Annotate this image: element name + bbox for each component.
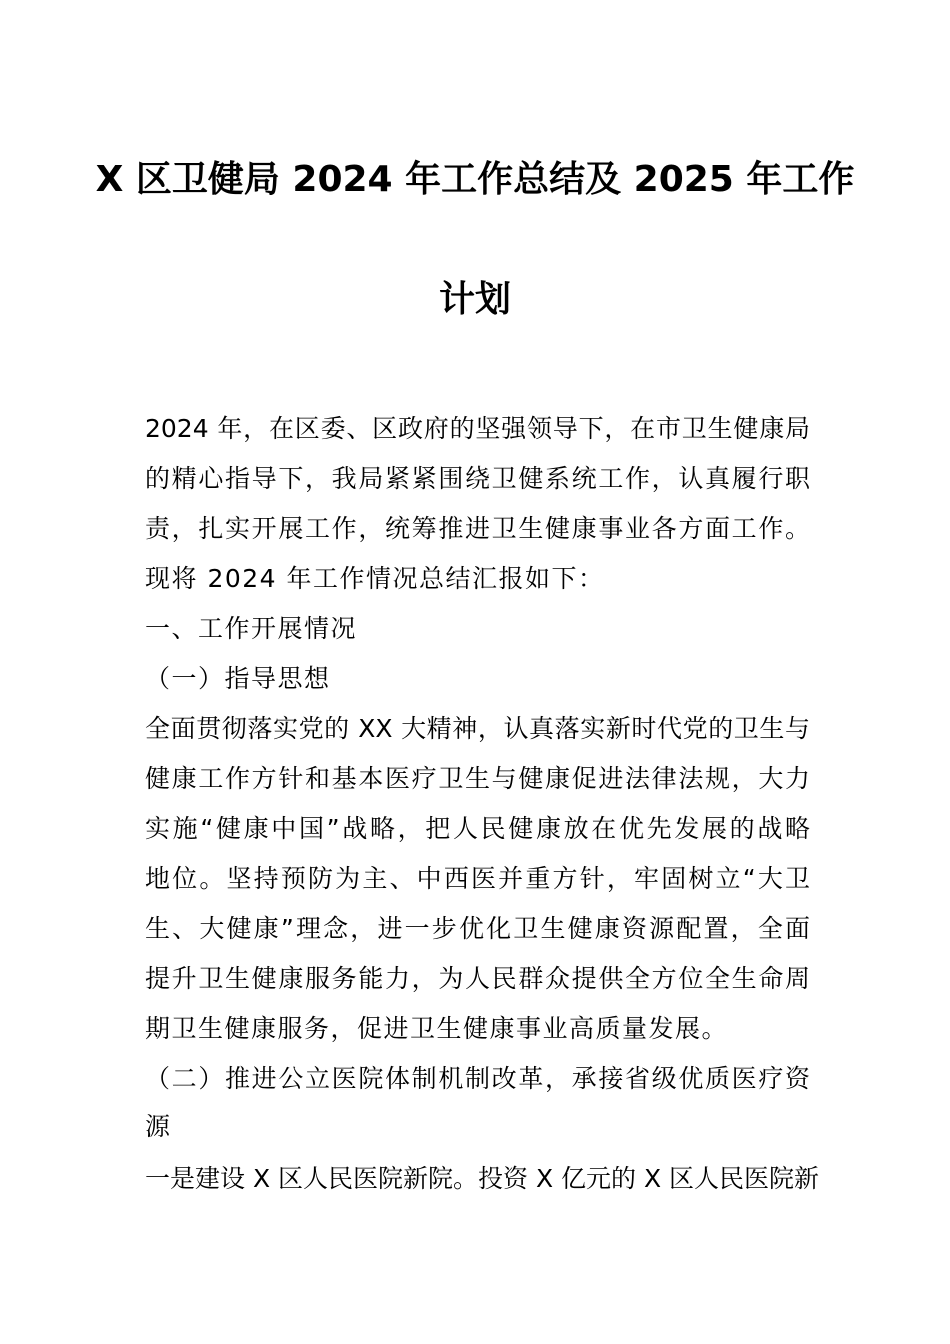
paragraph-line: 的精心指导下，我局紧紧围绕卫健系统工作，认真履行职: [145, 464, 810, 493]
paragraph-line: 地位。坚持预防为主、中西医并重方针，牢固树立“大卫: [145, 864, 810, 893]
paragraph-line: 提升卫生健康服务能力，为人民群众提供全方位全生命周: [145, 964, 810, 993]
paragraph-line: 期卫生健康服务，促进卫生健康事业高质量发展。: [145, 1014, 729, 1043]
paragraph-line: 现将 2024 年工作情况总结汇报如下：: [145, 564, 605, 593]
section-heading: 一、工作开展情况: [145, 614, 358, 643]
paragraph-line: 生、大健康”理念，进一步优化卫生健康资源配置，全面: [145, 914, 810, 943]
document-title-line-1: X 区卫健局 2024 年工作总结及 2025 年工作: [95, 159, 855, 200]
document-title-line-2: 计划: [438, 279, 511, 320]
subsection-heading: （一）指导思想: [145, 664, 331, 693]
paragraph-line: 责，扎实开展工作，统筹推进卫生健康事业各方面工作。: [145, 514, 810, 543]
subsection-heading-continuation: 源: [145, 1112, 172, 1141]
paragraph-line: 2024 年，在区委、区政府的坚强领导下，在市卫生健康局: [145, 414, 810, 443]
paragraph-line: 实施“健康中国”战略，把人民健康放在优先发展的战略: [145, 814, 810, 843]
paragraph-line: 全面贯彻落实党的 XX 大精神，认真落实新时代党的卫生与: [145, 714, 810, 743]
paragraph-line: 一是建设 X 区人民医院新院。投资 X 亿元的 X 区人民医院新: [145, 1164, 820, 1193]
subsection-heading: （二）推进公立医院体制机制改革，承接省级优质医疗资: [145, 1064, 810, 1093]
paragraph-line: 健康工作方针和基本医疗卫生与健康促进法律法规，大力: [145, 764, 810, 793]
